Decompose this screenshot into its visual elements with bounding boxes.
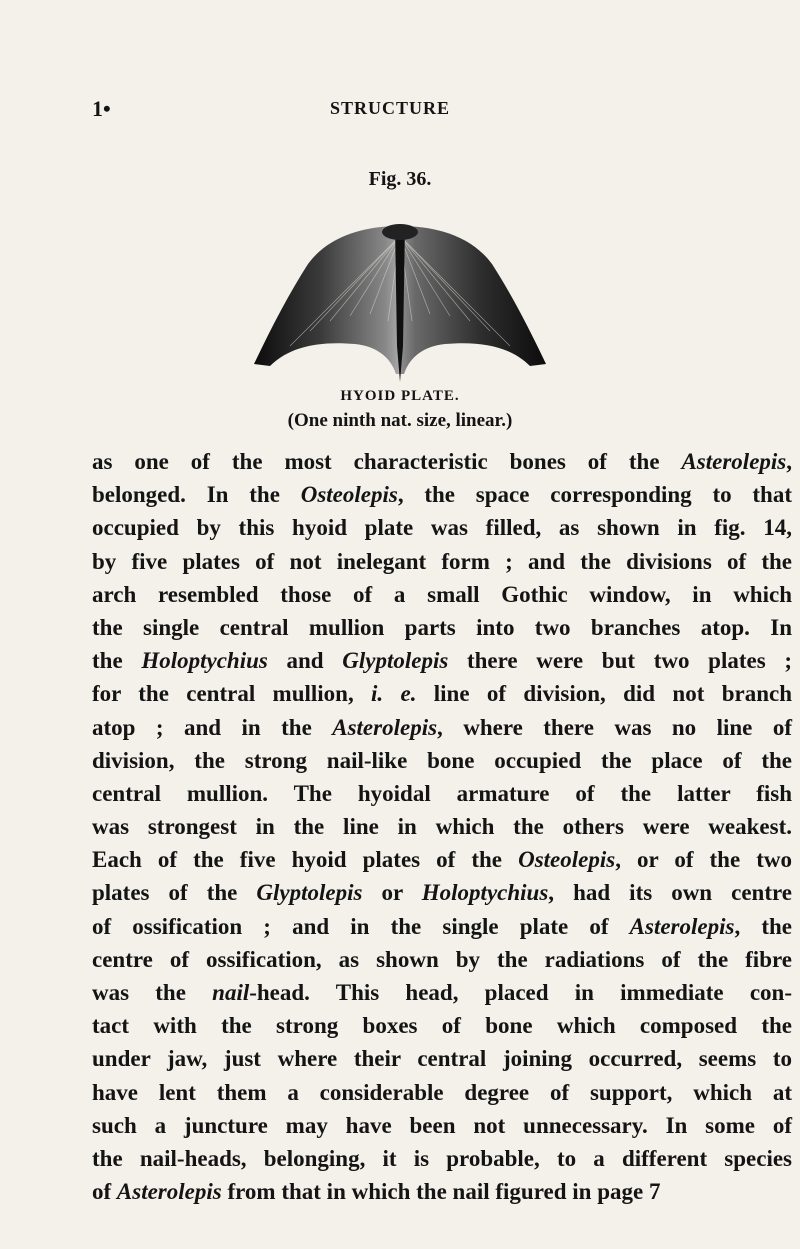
body-paragraph [92, 445, 792, 1208]
text-line: the Holoptychius and Glyptolepis there were but two plates ; [92, 648, 792, 674]
text-line: was the nail-head. This head, placed in immediate con- [92, 980, 792, 1005]
page-number: 1• [92, 96, 111, 121]
text-line: by five plates of not inelegant form ; and the divisions of the [92, 548, 792, 574]
text-line: tact with the strong boxes of bone which composed the [92, 1013, 792, 1039]
text-line: centre of ossification, as shown by the radiations of the fibre [92, 946, 792, 972]
text-line: the single central mullion parts into two branches atop. In [92, 614, 792, 640]
italic-term: Osteolepis [300, 482, 398, 508]
text-line: central mullion. The hyoidal armature of the latter fish [92, 780, 792, 806]
italic-term: Osteolepis [518, 847, 616, 873]
nail-head [382, 224, 418, 240]
text-line: belonged. In the Osteolepis, the space corresponding to that [92, 482, 793, 508]
figure-caption-subtitle: (One ninth nat. size, linear.) [287, 410, 513, 431]
italic-term: Asterolepis [681, 449, 787, 474]
italic-term: Asterolepis [116, 1179, 222, 1205]
text-line: the nail-heads, belonging, it is probable, to a different species [92, 1145, 792, 1171]
text-line: of Asterolepis from that in which the nail figured in page 7 [92, 1179, 661, 1205]
text-line: plates of the Glyptolepis or Holoptychius, had its own centre [92, 880, 792, 906]
italic-term: Glyptolepis [342, 648, 449, 674]
plate-right-half [400, 226, 546, 374]
page-header [92, 96, 792, 120]
text-line: atop ; and in the Asterolepis, where there was no line of [92, 714, 792, 740]
text-line: such a juncture may have been not unnecessary. In some of [92, 1112, 792, 1138]
text-line: division, the strong nail-like bone occupied the place of the [92, 747, 792, 773]
text-line: have lent them a considerable degree of support, which at [92, 1079, 792, 1105]
text-line: as one of the most characteristic bones of the Asterolepis, [92, 449, 792, 474]
text-line: occupied by this hyoid plate was filled, as shown in fig. 14, [92, 515, 792, 541]
italic-term: Holoptychius [421, 880, 549, 906]
running-head: STRUCTURE [330, 98, 451, 118]
text-line: arch resembled those of a small Gothic window, in which [92, 581, 792, 607]
plate-left-half [254, 226, 400, 374]
italic-term: i. e. [371, 681, 417, 707]
text-line: Each of the five hyoid plates of the Osteolepis, or of the two [92, 847, 792, 873]
text-line: was strongest in the line in which the others were weakest. [92, 814, 792, 840]
italic-term: Asterolepis [332, 714, 438, 740]
text-line: under jaw, just where their central joining occurred, seems to [92, 1046, 792, 1072]
text-line: of ossification ; and in the single plate of Asterolepis, the [92, 913, 792, 939]
hyoid-plate-illustration [250, 196, 550, 386]
text-line: for the central mullion, i. e. line of division, did not branch [92, 681, 792, 707]
italic-term: Glyptolepis [256, 880, 363, 906]
figure-label: Fig. 36. [368, 168, 432, 190]
figure-caption-title: HYOID PLATE. [340, 388, 460, 404]
italic-term: Asterolepis [629, 913, 735, 939]
italic-term: Holoptychius [141, 648, 268, 674]
italic-term: nail [212, 980, 250, 1005]
